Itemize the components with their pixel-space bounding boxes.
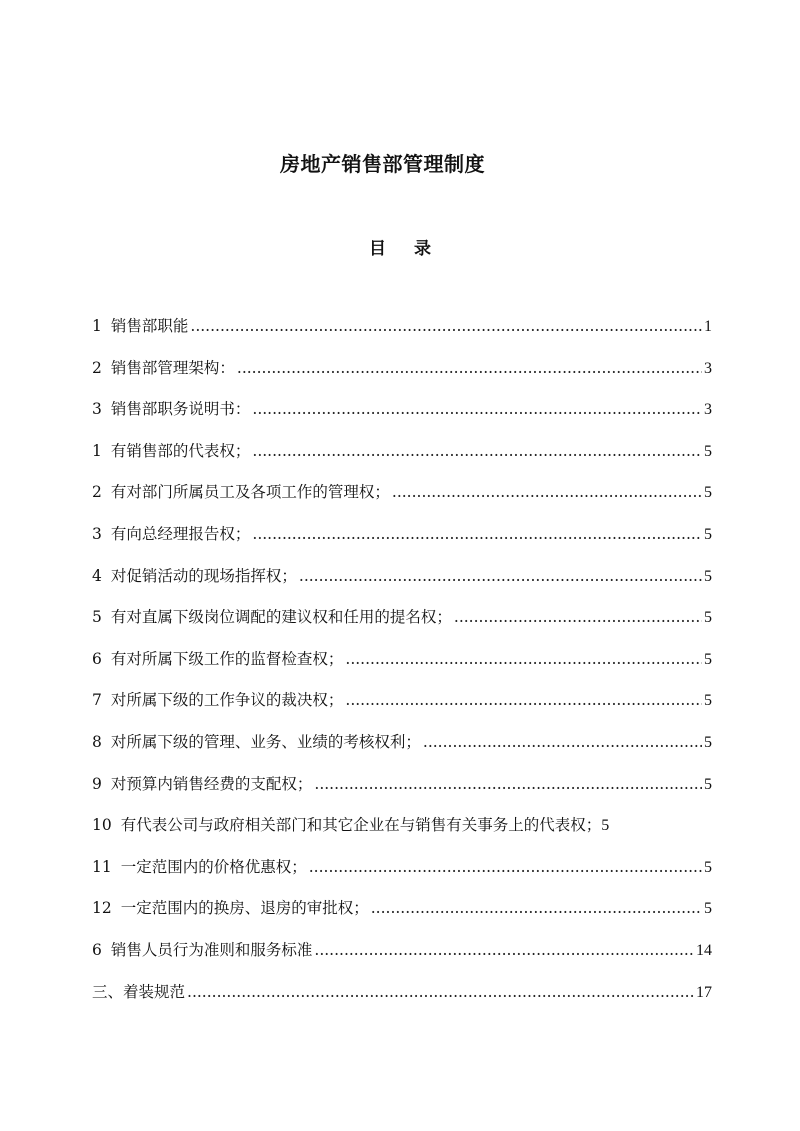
toc-entry[interactable] [92,815,712,857]
toc-entry-number: 12 [92,899,112,918]
toc-entry-page: 5 [704,525,712,543]
toc-entry-title: 销售人员行为准则和服务标准 [110,940,313,959]
toc-entry[interactable] [92,607,712,649]
toc-dot-leader [299,566,702,586]
toc-entry-title: 有对所属下级工作的监督检查权； [110,649,344,668]
toc-entry[interactable] [92,316,712,358]
toc-entry-page: 1 [704,318,712,335]
toc-dot-leader [314,774,702,794]
toc-entry-page: 17 [696,983,712,1001]
toc-entry-number: 4 [92,566,102,585]
toc-entry-page: 14 [696,941,712,959]
toc-entry-number: 10 [92,816,112,835]
toc-entry[interactable] [92,441,712,483]
toc-entry-title: 对所属下级的管理、业务、业绩的考核权利； [110,732,421,751]
table-of-contents [92,316,712,1023]
toc-entry-number: 3 [92,400,102,419]
toc-dot-leader [454,607,702,627]
toc-entry-title: 销售部管理架构： [110,358,235,377]
toc-entry[interactable] [92,774,712,816]
toc-entry-number: 1 [92,317,102,335]
toc-entry[interactable] [92,358,712,400]
toc-entry[interactable] [92,566,712,608]
toc-entry-page: 5 [704,650,712,668]
toc-dot-leader [345,690,702,710]
toc-entry-title: 三、着装规范 [92,982,186,1001]
toc-entry-number: 11 [92,857,112,876]
toc-entry-number: 1 [92,441,102,460]
toc-entry-title: 销售部职务说明书： [110,400,251,419]
toc-entry-title: 对预算内销售经费的支配权； [110,774,313,793]
toc-dot-leader [345,649,702,669]
toc-entry-title: 对促销活动的现场指挥权； [110,566,297,585]
toc-entry-page: 5 [704,442,712,460]
toc-dot-leader [252,399,702,419]
toc-entry[interactable] [92,732,712,774]
toc-entry-title: 有对部门所属员工及各项工作的管理权； [110,483,390,502]
toc-entry-page: 5 [704,567,712,585]
toc-entry-page: 5 [704,900,712,918]
toc-entry-number: 8 [92,732,102,751]
toc-entry-number: 5 [92,608,102,627]
toc-entry-title: 有代表公司与政府相关部门和其它企业在与销售有关事务上的代表权； [120,816,602,835]
toc-entry[interactable] [92,898,712,940]
toc-dot-leader [190,316,702,336]
toc-entry-page: 3 [704,401,712,419]
toc-entry-title: 有对直属下级岗位调配的建议权和任用的提名权； [110,608,452,627]
toc-entry-page: 5 [704,775,712,793]
toc-dot-leader [423,732,702,752]
toc-entry[interactable] [92,982,712,1024]
toc-dot-leader [252,524,702,544]
toc-dot-leader [187,982,694,1002]
toc-dot-leader [309,857,702,877]
toc-entry[interactable] [92,690,712,732]
toc-entry-page: 5 [704,733,712,751]
toc-entry-title: 有向总经理报告权； [110,524,251,543]
toc-entry-title: 一定范围内的价格优惠权； [120,857,307,876]
toc-entry-title: 一定范围内的换房、退房的审批权； [120,899,369,918]
toc-entry[interactable] [92,482,712,524]
toc-entry-page: 5 [601,817,610,835]
toc-entry[interactable] [92,940,712,982]
toc-dot-leader [237,358,702,378]
toc-entry-number: 3 [92,524,102,543]
toc-entry[interactable] [92,399,712,441]
toc-entry-number: 2 [92,358,102,377]
toc-entry-page: 5 [704,858,712,876]
toc-heading: 目录 [369,239,459,259]
toc-dot-leader [392,482,702,502]
toc-entry-title: 有销售部的代表权； [110,441,251,460]
toc-entry[interactable] [92,649,712,691]
toc-entry-page: 5 [704,692,712,710]
toc-entry-page: 3 [704,359,712,377]
toc-entry-number: 9 [92,774,102,793]
document-title: 房地产销售部管理制度 [280,152,485,176]
toc-dot-leader [371,898,702,918]
toc-entry-title: 对所属下级的工作争议的裁决权； [110,691,344,710]
toc-entry-number: 6 [92,940,102,959]
toc-dot-leader [314,940,694,960]
toc-entry-page: 5 [704,484,712,502]
toc-entry-number: 2 [92,483,102,502]
toc-entry-number: 6 [92,649,102,668]
toc-entry-title: 销售部职能 [110,317,189,335]
toc-entry-page: 5 [704,609,712,627]
toc-dot-leader [252,441,702,461]
toc-entry[interactable] [92,524,712,566]
toc-entry[interactable] [92,857,712,899]
toc-entry-number: 7 [92,691,102,710]
